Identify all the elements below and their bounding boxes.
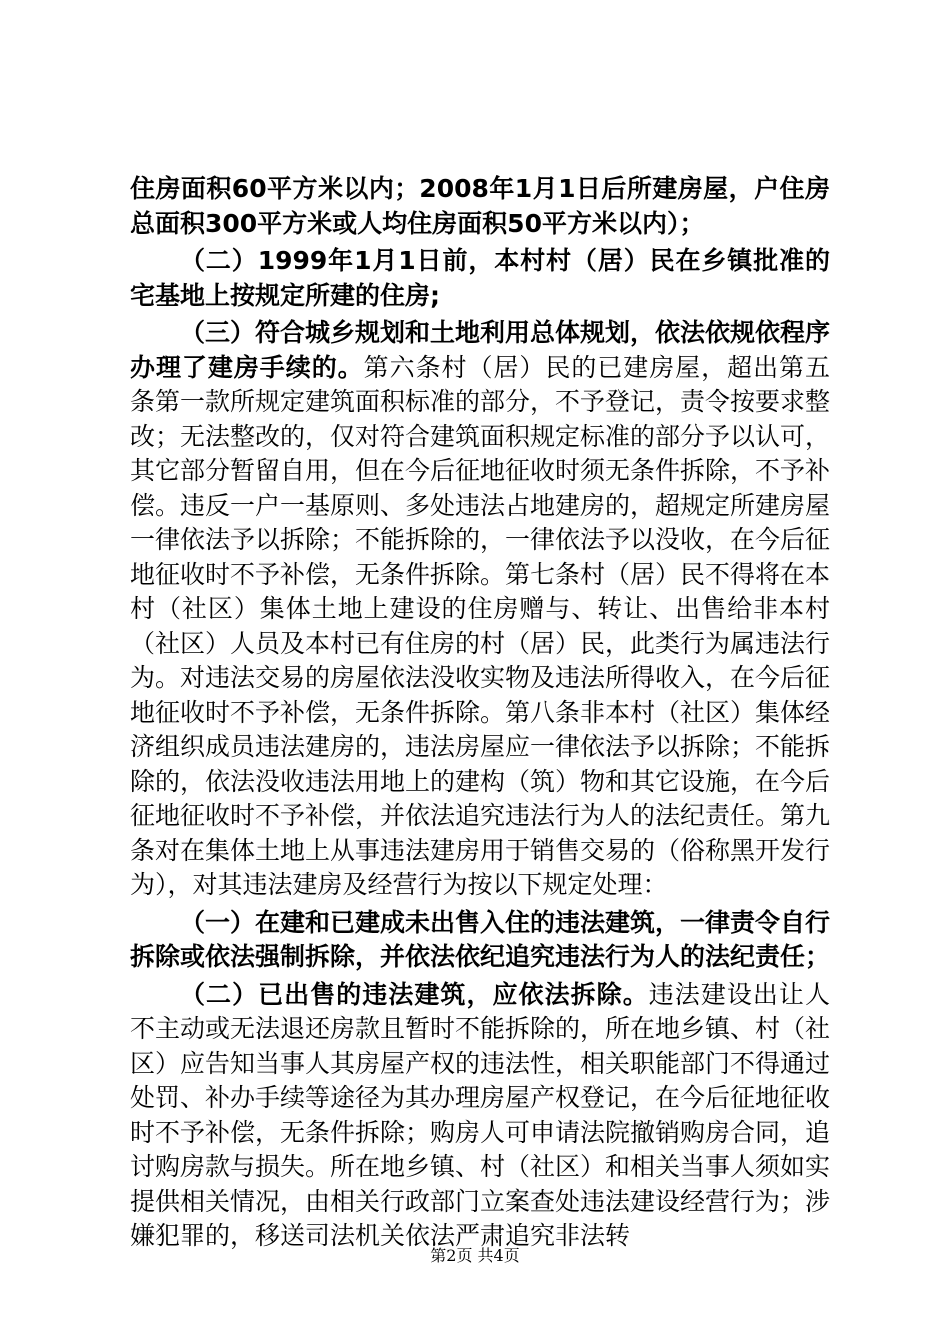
paragraph-1-bold: 住房面积60平方米以内；2008年1月1日后所建房屋，户住房总面积300平方米或人均住房面积50平方米以内）； bbox=[130, 174, 830, 238]
paragraph-1 bbox=[130, 172, 830, 241]
paragraph-4 bbox=[130, 906, 830, 975]
document-body bbox=[130, 172, 830, 1257]
paragraph-3 bbox=[130, 316, 830, 903]
paragraph-3-bold: （三）符合城乡规划和土地利用总体规划，依法依规依程序办理了建房手续的。 bbox=[130, 318, 831, 382]
paragraph-4-bold: （一）在建和已建成未出售入住的违法建筑，一律责令自行拆除或依法强制拆除，并依法依纪追究违法行为人的法纪责任； bbox=[130, 907, 831, 971]
paragraph-2-bold: （二）1999年1月1日前，本村村（居）民在乡镇批准的宅基地上按规定所建的住房; bbox=[130, 246, 830, 310]
paragraph-3-plain: 第六条村（居）民的已建房屋，超出第五条第一款所规定建筑面积标准的部分，不予登记，责令按要求整改；无法整改的，仅对符合建筑面积规定标准的部分予以认可，其它部分暂留自用，但在今后征地征收时须无条件拆除，不予补偿。违反一户一基原则、多处违法占地建房的，超规定所建房屋一律依法予以拆除；不能拆除的，一律依法予以没收，在今后征地征收时不予补偿，无条件拆除。第七条村（居）民不得将在本村（社区）集体土地上建设的住房赠与、转让、出售给非本村（社区）人员及本村已有住房的村（居）民，此类行为属违法行为。对违法交易的房屋依法没收实物及违法所得收入，在今后征地征收时不予补偿，无条件拆除。第八条非本村（社区）集体经济组织成员违法建房的，违法房屋应一律依法予以拆除；不能拆除的，依法没收违法用地上的建构（筑）物和其它设施，在今后征地征收时不予补偿，并依法追究违法行为人的法纪责任。第九条对在集体土地上从事违法建房用于销售交易的（俗称黑开发行为），对其违法建房及经营行为按以下规定处理： bbox=[130, 352, 831, 899]
page-footer: 第2页 共4页 bbox=[430, 1246, 520, 1265]
paragraph-5-bold: （二）已出售的违法建筑，应依法拆除。 bbox=[180, 979, 649, 1009]
paragraph-2 bbox=[130, 244, 830, 313]
paragraph-5-plain: 违法建设出让人不主动或无法退还房款且暂时不能拆除的，所在地乡镇、村（社区）应告知当事人其房屋产权的违法性，相关职能部门不得通过处罚、补办手续等途径为其办理房屋产权登记，在今后征地征收时不予补偿，无条件拆除；购房人可申请法院撤销购房合同，追讨购房款与损失。所在地乡镇、村（社区）和相关当事人须如实提供相关情况，由相关行政部门立案查处违法建设经营行为；涉嫌犯罪的，移送司法机关依法严肃追究非法转 bbox=[130, 979, 831, 1250]
paragraph-5 bbox=[130, 978, 830, 1254]
